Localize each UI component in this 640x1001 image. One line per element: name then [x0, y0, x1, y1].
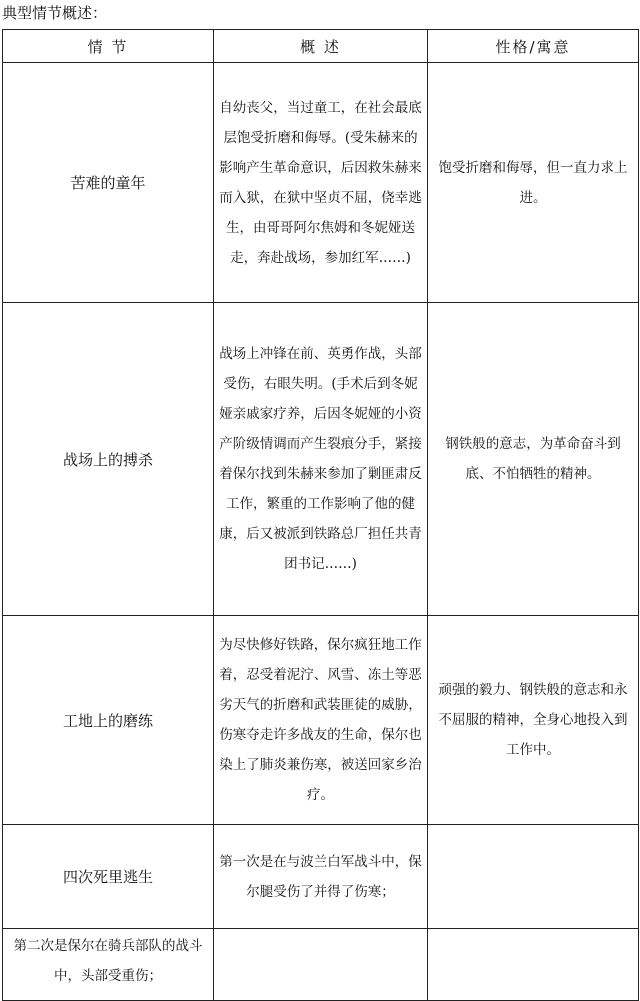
summary-cell [214, 929, 428, 1001]
table-row [3, 63, 639, 303]
table-row [3, 303, 639, 616]
plot-cell: 苦难的童年 [3, 63, 214, 303]
summary-cell: 战场上冲锋在前、英勇作战，头部受伤，右眼失明。(手术后到冬妮娅亲戚家疗养，后因冬妮娅的小资产阶级情调而产生裂痕分手，紧接着保尔找到朱赫来参加了剿匪肃反工作，繁重的工作影响了他的健康，后又被派到铁路总厂担任共青团书记……) [214, 303, 428, 616]
summary-cell: 为尽快修好铁路，保尔疯狂地工作着，忍受着泥泞、风雪、冻土等恶劣天气的折磨和武装匪徒的威胁，伤寒夺走许多战友的生命，保尔也染上了肺炎兼伤寒，被送回家乡治疗。 [214, 616, 428, 825]
table-row [3, 616, 639, 825]
summary-cell: 自幼丧父，当过童工，在社会最底层饱受折磨和侮辱。(受朱赫来的影响产生革命意识，后因救朱赫来而入狱，在狱中坚贞不屈，侥幸逃生，由哥哥阿尔焦姆和冬妮娅送走，奔赴战场，参加红军……) [214, 63, 428, 303]
column-header-summary: 概 述 [214, 30, 428, 63]
section-heading: 典型情节概述： [2, 4, 108, 22]
plot-summary-table [2, 29, 639, 1001]
plot-cell: 战场上的搏杀 [3, 303, 214, 616]
character-cell [428, 929, 639, 1001]
table-row [3, 825, 639, 929]
character-cell: 顽强的毅力、钢铁般的意志和永不屈服的精神，全身心地投入到工作中。 [428, 616, 639, 825]
character-cell: 饱受折磨和侮辱，但一直力求上进。 [428, 63, 639, 303]
table-header-row [3, 30, 639, 63]
plot-cell: 工地上的磨练 [3, 616, 214, 825]
character-cell [428, 825, 639, 929]
column-header-plot: 情 节 [3, 30, 214, 63]
character-cell: 钢铁般的意志，为革命奋斗到底、不怕牺牲的精神。 [428, 303, 639, 616]
summary-cell: 第一次是在与波兰白军战斗中，保尔腿受伤了并得了伤寒； [214, 825, 428, 929]
column-header-character: 性格/寓意 [428, 30, 639, 63]
table-row [3, 929, 639, 1001]
plot-cell: 四次死里逃生 [3, 825, 214, 929]
plot-cell: 第二次是保尔在骑兵部队的战斗中，头部受重伤； [3, 929, 214, 1001]
